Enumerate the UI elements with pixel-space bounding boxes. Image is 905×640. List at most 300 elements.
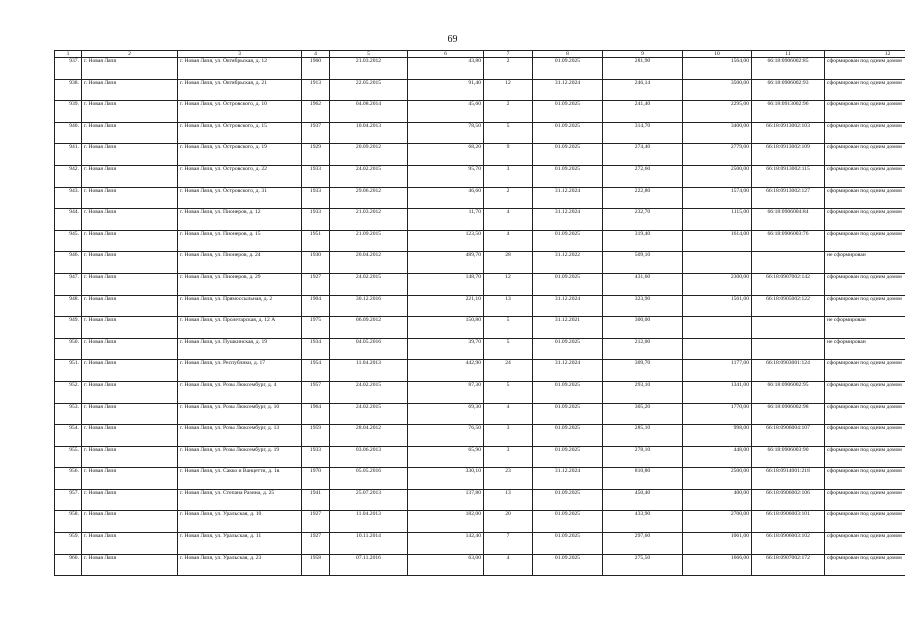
cell-date-until: 31.12.2024 — [533, 79, 603, 101]
cell-land-status: сформирован под одним домом — [825, 187, 905, 209]
cell-date: 05.05.2016 — [330, 468, 408, 490]
cell-address: г. Новая Ляля, ул. Октябрьская, д. 21 — [178, 79, 302, 101]
cell-settlement: г. Новая Ляля — [82, 252, 178, 274]
cell-land-status: сформирован под одним домом — [825, 533, 905, 555]
cell-units: 3 — [484, 446, 533, 468]
table-row — [55, 554, 905, 576]
cell-land-status: сформирован под одним домом — [825, 403, 905, 425]
cell-cadastral-number: 66:18:0906002:93 — [752, 79, 825, 101]
cell-date-until: 01.09.2025 — [533, 122, 603, 144]
cell-value: 274,40 — [603, 144, 683, 166]
table-row — [55, 317, 905, 339]
cell-settlement: г. Новая Ляля — [82, 554, 178, 576]
cell-land-area: 2700,00 — [683, 511, 752, 533]
cell-settlement: г. Новая Ляля — [82, 446, 178, 468]
cell-units: 7 — [484, 533, 533, 555]
column-header: 10 — [683, 51, 752, 58]
table-row — [55, 403, 905, 425]
table-row — [55, 101, 905, 123]
cell-address: г. Новая Ляля, ул. Пионеров, д. 12 — [178, 209, 302, 231]
table-row — [55, 360, 905, 382]
cell-date-until: 01.09.2025 — [533, 403, 603, 425]
column-header: 12 — [825, 51, 905, 58]
cell-settlement: г. Новая Ляля — [82, 295, 178, 317]
cell-row-number: 945. — [55, 230, 82, 252]
cell-row-number: 960. — [55, 554, 82, 576]
cell-row-number: 959. — [55, 533, 82, 555]
cell-cadastral-number: 66:18:0913002:115 — [752, 165, 825, 187]
cell-land-area: 998,00 — [683, 425, 752, 447]
cell-row-number: 943. — [55, 187, 82, 209]
cell-land-status: сформирован под одним домом — [825, 122, 905, 144]
cell-date-until: 31.12.2024 — [533, 209, 603, 231]
cell-units: 2 — [484, 101, 533, 123]
cell-date: 29.06.2012 — [330, 187, 408, 209]
cell-date-until: 31.12.2021 — [533, 317, 603, 339]
cell-cadastral-number: 66:18:0906003:102 — [752, 533, 825, 555]
cell-land-status: сформирован под одним домом — [825, 165, 905, 187]
cell-value: 319,40 — [603, 230, 683, 252]
cell-value: 232,70 — [603, 209, 683, 231]
cell-area: 182,00 — [408, 511, 484, 533]
cell-units: 13 — [484, 489, 533, 511]
cell-date-until: 31.12.2024 — [533, 295, 603, 317]
cell-area: 76,50 — [408, 425, 484, 447]
cell-year-built: 1959 — [302, 425, 330, 447]
cell-cadastral-number: 66:18:0906002:95 — [752, 381, 825, 403]
cell-area: 68,20 — [408, 144, 484, 166]
cell-land-area: 1614,00 — [683, 230, 752, 252]
cell-date-until: 01.09.2025 — [533, 144, 603, 166]
cell-date-until: 31.12.2024 — [533, 187, 603, 209]
cell-area: 39,70 — [408, 338, 484, 360]
cell-area: 150,80 — [408, 317, 484, 339]
cell-settlement: г. Новая Ляля — [82, 511, 178, 533]
cell-date: 03.06.2013 — [330, 446, 408, 468]
cell-date-until: 01.09.2025 — [533, 58, 603, 80]
cell-settlement: г. Новая Ляля — [82, 122, 178, 144]
cell-value: 309,70 — [603, 360, 683, 382]
cell-date: 22.05.2015 — [330, 79, 408, 101]
cell-date: 07.11.2016 — [330, 554, 408, 576]
cell-date-until: 31.12.2024 — [533, 360, 603, 382]
cell-area: 95,70 — [408, 165, 484, 187]
cell-row-number: 954. — [55, 425, 82, 447]
table-row — [55, 511, 905, 533]
table-row — [55, 209, 905, 231]
column-header: 4 — [302, 51, 330, 58]
cell-settlement: г. Новая Ляля — [82, 338, 178, 360]
cell-date: 10.11.2014 — [330, 533, 408, 555]
column-number-row — [55, 51, 905, 58]
cell-area: 148,70 — [408, 273, 484, 295]
cell-units: 4 — [484, 554, 533, 576]
cell-date: 04.08.2014 — [330, 101, 408, 123]
cell-units: 2 — [484, 58, 533, 80]
table-row — [55, 381, 905, 403]
cell-land-area: 1341,00 — [683, 381, 752, 403]
column-header: 5 — [330, 51, 408, 58]
cell-cadastral-number: 66:18:0913002:127 — [752, 187, 825, 209]
cell-units: 4 — [484, 403, 533, 425]
cell-value: 241,40 — [603, 101, 683, 123]
cell-land-area — [683, 338, 752, 360]
cell-date: 21.03.2012 — [330, 209, 408, 231]
cell-address: г. Новая Ляля, ул. Сакко и Ванцетти, д. 1в — [178, 468, 302, 490]
cell-cadastral-number: 66:18:0906004:84 — [752, 209, 825, 231]
cell-cadastral-number: 66:18:0906004:107 — [752, 425, 825, 447]
cell-year-built: 1933 — [302, 165, 330, 187]
cell-date-until: 01.09.2025 — [533, 446, 603, 468]
table-row — [55, 446, 905, 468]
table-row — [55, 273, 905, 295]
cell-year-built: 1937 — [302, 122, 330, 144]
cell-row-number: 942. — [55, 165, 82, 187]
cell-land-area: 448,00 — [683, 446, 752, 468]
cell-units: 9 — [484, 144, 533, 166]
cell-address: г. Новая Ляля, ул. Пролетарская, д. 12 А — [178, 317, 302, 339]
cell-value: 275,50 — [603, 554, 683, 576]
cell-cadastral-number: 66:18:0913002:96 — [752, 101, 825, 123]
cell-land-area: 3500,00 — [683, 79, 752, 101]
cell-year-built: 1933 — [302, 209, 330, 231]
cell-year-built: 1927 — [302, 273, 330, 295]
cell-settlement: г. Новая Ляля — [82, 381, 178, 403]
cell-year-built: 1933 — [302, 187, 330, 209]
cell-value: 272,60 — [603, 165, 683, 187]
cell-address: г. Новая Ляля, ул. Островского, д. 22 — [178, 165, 302, 187]
cell-land-status: сформирован под одним домом — [825, 446, 905, 468]
cell-value: 431,60 — [603, 273, 683, 295]
cell-value: 305,20 — [603, 403, 683, 425]
cell-land-status: сформирован под одним домом — [825, 425, 905, 447]
cell-units: 20 — [484, 511, 533, 533]
table-row — [55, 165, 905, 187]
cell-date: 11.04.2013 — [330, 511, 408, 533]
cell-year-built: 1913 — [302, 79, 330, 101]
cell-settlement: г. Новая Ляля — [82, 187, 178, 209]
cell-area: 221,10 — [408, 295, 484, 317]
cell-address: г. Новая Ляля, ул. Розы Люксембург, д. 13 — [178, 425, 302, 447]
cell-value: 509,10 — [603, 252, 683, 274]
cell-value: 212,00 — [603, 338, 683, 360]
cell-address: г. Новая Ляля, ул. Розы Люксембург, д. 10 — [178, 403, 302, 425]
cell-row-number: 946. — [55, 252, 82, 274]
cell-year-built: 1927 — [302, 511, 330, 533]
cell-area: 69,30 — [408, 403, 484, 425]
cell-value: 810,80 — [603, 468, 683, 490]
cell-address: г. Новая Ляля, ул. Островского, д. 31 — [178, 187, 302, 209]
cell-land-status: сформирован под одним домом — [825, 79, 905, 101]
cell-cadastral-number — [752, 252, 825, 274]
cell-date: 11.04.2013 — [330, 360, 408, 382]
cell-year-built: 1975 — [302, 317, 330, 339]
cell-land-status: сформирован под одним домом — [825, 230, 905, 252]
cell-date-until: 01.09.2025 — [533, 425, 603, 447]
cell-land-status: не сформирован — [825, 252, 905, 274]
cell-year-built: 1933 — [302, 446, 330, 468]
cell-land-area: 1574,00 — [683, 187, 752, 209]
cell-value: 246,14 — [603, 79, 683, 101]
cell-settlement: г. Новая Ляля — [82, 79, 178, 101]
cell-settlement: г. Новая Ляля — [82, 230, 178, 252]
cell-land-status: сформирован под одним домом — [825, 58, 905, 80]
cell-units: 24 — [484, 360, 533, 382]
cell-cadastral-number: 66:18:0913002:109 — [752, 144, 825, 166]
cell-row-number: 958. — [55, 511, 82, 533]
cell-settlement: г. Новая Ляля — [82, 273, 178, 295]
table-row — [55, 122, 905, 144]
table-row — [55, 489, 905, 511]
column-header: 2 — [82, 51, 178, 58]
cell-land-area: 3400,00 — [683, 122, 752, 144]
cell-land-area: 2500,00 — [683, 468, 752, 490]
cell-row-number: 947. — [55, 273, 82, 295]
cell-date-until: 31.12.2022 — [533, 252, 603, 274]
table-row — [55, 230, 905, 252]
cell-land-area: 2779,00 — [683, 144, 752, 166]
table-row — [55, 468, 905, 490]
cell-area: 65,90 — [408, 446, 484, 468]
cell-date: 04.05.2016 — [330, 338, 408, 360]
table-row — [55, 425, 905, 447]
cell-row-number: 948. — [55, 295, 82, 317]
cell-cadastral-number: 66:18:0903001:124 — [752, 360, 825, 382]
column-header: 3 — [178, 51, 302, 58]
cell-area: 43,80 — [408, 58, 484, 80]
cell-date: 21.09.2015 — [330, 230, 408, 252]
cell-cadastral-number: 66:18:0914001:218 — [752, 468, 825, 490]
cell-cadastral-number — [752, 317, 825, 339]
cell-settlement: г. Новая Ляля — [82, 403, 178, 425]
cell-address: г. Новая Ляля, ул. Уральская, д. 23 — [178, 554, 302, 576]
cell-land-area: 1564,00 — [683, 58, 752, 80]
cell-row-number: 951. — [55, 360, 82, 382]
cell-value: 222,80 — [603, 187, 683, 209]
cell-value: 297,60 — [603, 533, 683, 555]
page-number: 69 — [447, 34, 458, 45]
cell-area: 489,70 — [408, 252, 484, 274]
cell-date-until: 01.09.2025 — [533, 511, 603, 533]
column-header: 1 — [55, 51, 82, 58]
cell-date: 06.09.2012 — [330, 317, 408, 339]
cell-settlement: г. Новая Ляля — [82, 101, 178, 123]
cell-value: 281,90 — [603, 58, 683, 80]
cell-units: 28 — [484, 252, 533, 274]
cell-year-built: 1970 — [302, 468, 330, 490]
table-row — [55, 187, 905, 209]
cell-area: 45,60 — [408, 101, 484, 123]
cell-row-number: 941. — [55, 144, 82, 166]
cell-row-number: 957. — [55, 489, 82, 511]
cell-settlement: г. Новая Ляля — [82, 533, 178, 555]
cell-land-status: сформирован под одним домом — [825, 554, 905, 576]
cell-settlement: г. Новая Ляля — [82, 489, 178, 511]
cell-address: г. Новая Ляля, ул. Розы Люксембург, д. 4 — [178, 381, 302, 403]
cell-value: 285,10 — [603, 425, 683, 447]
housing-registry-table — [54, 50, 905, 576]
cell-year-built: 1929 — [302, 144, 330, 166]
column-header: 9 — [603, 51, 683, 58]
cell-row-number: 940. — [55, 122, 82, 144]
cell-row-number: 956. — [55, 468, 82, 490]
cell-area: 142,40 — [408, 533, 484, 555]
cell-address: г. Новая Ляля, ул. Пионеров, д. 24 — [178, 252, 302, 274]
cell-land-status: сформирован под одним домом — [825, 489, 905, 511]
cell-settlement: г. Новая Ляля — [82, 317, 178, 339]
cell-area: 87,30 — [408, 381, 484, 403]
cell-cadastral-number: 66:18:0906002:106 — [752, 489, 825, 511]
cell-value: 300,00 — [603, 317, 683, 339]
cell-year-built: 1958 — [302, 554, 330, 576]
cell-land-status: сформирован под одним домом — [825, 144, 905, 166]
cell-value: 314,70 — [603, 122, 683, 144]
cell-units: 3 — [484, 165, 533, 187]
cell-row-number: 938. — [55, 79, 82, 101]
cell-land-area: 1177,00 — [683, 360, 752, 382]
column-header: 8 — [533, 51, 603, 58]
cell-address: г. Новая Ляля, ул. Островского, д. 19 — [178, 144, 302, 166]
cell-address: г. Новая Ляля, ул. Республики, д. 17 — [178, 360, 302, 382]
cell-cadastral-number: 66:18:0913002:103 — [752, 122, 825, 144]
cell-date: 24.02.2015 — [330, 273, 408, 295]
cell-cadastral-number: 66:18:0906003:76 — [752, 230, 825, 252]
cell-units: 5 — [484, 122, 533, 144]
cell-area: 137,80 — [408, 489, 484, 511]
cell-date-until: 01.09.2025 — [533, 381, 603, 403]
cell-year-built: 1964 — [302, 403, 330, 425]
cell-units: 13 — [484, 295, 533, 317]
cell-settlement: г. Новая Ляля — [82, 425, 178, 447]
cell-units: 5 — [484, 317, 533, 339]
cell-area: 330,10 — [408, 468, 484, 490]
cell-units: 4 — [484, 230, 533, 252]
cell-settlement: г. Новая Ляля — [82, 468, 178, 490]
cell-year-built: 1904 — [302, 295, 330, 317]
cell-area: 78,50 — [408, 122, 484, 144]
cell-area: 123,50 — [408, 230, 484, 252]
cell-settlement: г. Новая Ляля — [82, 209, 178, 231]
table-row — [55, 144, 905, 166]
cell-address: г. Новая Ляля, ул. Прямоссыльная, д. 2 — [178, 295, 302, 317]
cell-units: 12 — [484, 79, 533, 101]
cell-address: г. Новая Ляля, ул. Островского, д. 15 — [178, 122, 302, 144]
cell-row-number: 955. — [55, 446, 82, 468]
cell-land-status: сформирован под одним домом — [825, 101, 905, 123]
cell-date-until: 01.09.2025 — [533, 533, 603, 555]
cell-land-area: 1770,00 — [683, 403, 752, 425]
cell-address: г. Новая Ляля, ул. Пионеров, д. 29 — [178, 273, 302, 295]
cell-date: 21.03.2012 — [330, 58, 408, 80]
cell-land-area: 1061,00 — [683, 533, 752, 555]
cell-address: г. Новая Ляля, ул. Уральская, д. 11 — [178, 533, 302, 555]
cell-row-number: 944. — [55, 209, 82, 231]
cell-row-number: 952. — [55, 381, 82, 403]
cell-year-built: 1954 — [302, 360, 330, 382]
cell-row-number: 953. — [55, 403, 82, 425]
cell-units: 12 — [484, 273, 533, 295]
cell-settlement: г. Новая Ляля — [82, 360, 178, 382]
table-row — [55, 252, 905, 274]
table-row — [55, 338, 905, 360]
cell-year-built: 1962 — [302, 101, 330, 123]
table-row — [55, 533, 905, 555]
cell-cadastral-number: 66:18:0907002:172 — [752, 554, 825, 576]
cell-date: 30.12.2016 — [330, 295, 408, 317]
column-header: 6 — [408, 51, 484, 58]
cell-date-until: 01.09.2025 — [533, 273, 603, 295]
cell-units: 5 — [484, 381, 533, 403]
table-row — [55, 295, 905, 317]
cell-value: 323,90 — [603, 295, 683, 317]
cell-land-status: сформирован под одним домом — [825, 273, 905, 295]
cell-date: 20.09.2012 — [330, 144, 408, 166]
cell-row-number: 949. — [55, 317, 82, 339]
cell-row-number: 939. — [55, 101, 82, 123]
cell-address: г. Новая Ляля, ул. Степана Разина, д. 25 — [178, 489, 302, 511]
cell-value: 433,90 — [603, 511, 683, 533]
cell-year-built: 1941 — [302, 489, 330, 511]
cell-date-until: 01.09.2025 — [533, 338, 603, 360]
cell-date: 24.02.2015 — [330, 403, 408, 425]
cell-units: 2 — [484, 187, 533, 209]
table-row — [55, 79, 905, 101]
cell-land-status: сформирован под одним домом — [825, 209, 905, 231]
cell-land-area: 1561,00 — [683, 295, 752, 317]
cell-cadastral-number: 66:18:0906003:90 — [752, 446, 825, 468]
cell-settlement: г. Новая Ляля — [82, 58, 178, 80]
cell-cadastral-number: 66:18:0907002:142 — [752, 273, 825, 295]
cell-value: 450,40 — [603, 489, 683, 511]
cell-address: г. Новая Ляля, ул. Островского, д. 10 — [178, 101, 302, 123]
cell-land-status: не сформирован — [825, 338, 905, 360]
cell-date: 28.04.2012 — [330, 425, 408, 447]
cell-cadastral-number: 66:18:0906003:101 — [752, 511, 825, 533]
cell-land-area: 400,00 — [683, 489, 752, 511]
cell-date-until: 01.09.2025 — [533, 165, 603, 187]
cell-area: 63,00 — [408, 554, 484, 576]
cell-units: 23 — [484, 468, 533, 490]
cell-year-built: 1927 — [302, 533, 330, 555]
cell-value: 278,10 — [603, 446, 683, 468]
cell-land-status: не сформирован — [825, 317, 905, 339]
cell-units: 5 — [484, 338, 533, 360]
cell-area: 11,70 — [408, 209, 484, 231]
cell-year-built: 1957 — [302, 381, 330, 403]
cell-land-area: 2500,00 — [683, 165, 752, 187]
cell-cadastral-number: 66:18:0905002:122 — [752, 295, 825, 317]
cell-cadastral-number — [752, 338, 825, 360]
cell-year-built: 1934 — [302, 338, 330, 360]
cell-value: 293,10 — [603, 381, 683, 403]
cell-land-status: сформирован под одним домом — [825, 381, 905, 403]
cell-area: 46,60 — [408, 187, 484, 209]
cell-land-status: сформирован под одним домом — [825, 360, 905, 382]
cell-units: 4 — [484, 209, 533, 231]
cell-date-until: 01.09.2025 — [533, 230, 603, 252]
column-header: 11 — [752, 51, 825, 58]
cell-row-number: 950. — [55, 338, 82, 360]
cell-land-area — [683, 252, 752, 274]
cell-land-status: сформирован под одним домом — [825, 468, 905, 490]
cell-settlement: г. Новая Ляля — [82, 165, 178, 187]
cell-cadastral-number: 66:18:0906002:85 — [752, 58, 825, 80]
cell-land-status: сформирован под одним домом — [825, 295, 905, 317]
cell-date: 20.04.2012 — [330, 252, 408, 274]
cell-land-area: 2295,00 — [683, 101, 752, 123]
table-body — [55, 58, 905, 576]
cell-address: г. Новая Ляля, ул. Пушкинская, д. 19 — [178, 338, 302, 360]
